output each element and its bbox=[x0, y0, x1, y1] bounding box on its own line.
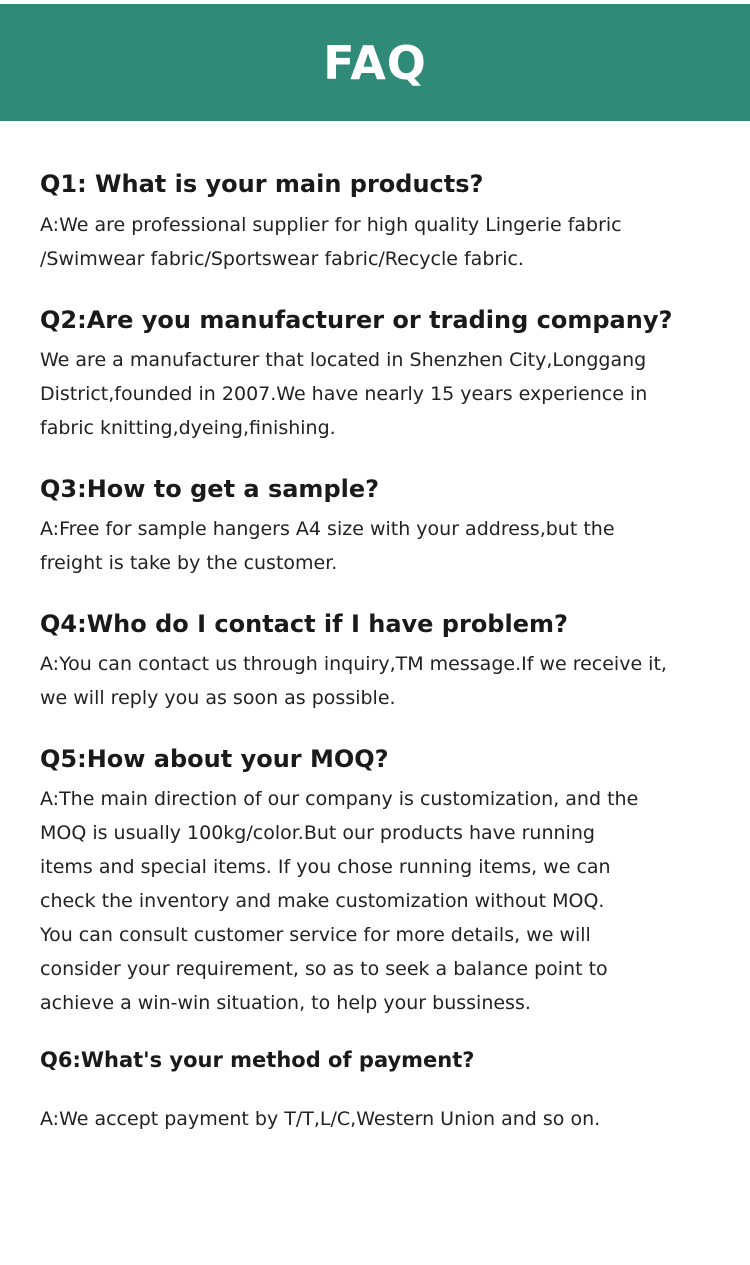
faq-answer-q1: A:We are professional supplier for high quality Lingerie fabric /Swimwear fabric/Sportswear fabric/Recycle fabric. bbox=[40, 214, 622, 270]
faq-question-q5: Q5:How about your MOQ? bbox=[40, 745, 389, 773]
faq-answer-q3: A:Free for sample hangers A4 size with your address,but the freight is take by the customer. bbox=[40, 518, 615, 574]
faq-item-q6 bbox=[40, 1040, 720, 1136]
faq-question-q1: Q1: What is your main products? bbox=[40, 170, 484, 198]
page-title: FAQ bbox=[323, 35, 427, 90]
faq-item-q5 bbox=[40, 739, 720, 1020]
faq-question-q6: Q6:What's your method of payment? bbox=[40, 1048, 475, 1072]
faq-item-q3 bbox=[40, 469, 720, 580]
faq-item-q1 bbox=[40, 164, 720, 276]
faq-question-q4: Q4:Who do I contact if I have problem? bbox=[40, 610, 568, 638]
faq-answer-q5: A:The main direction of our company is customization, and the MOQ is usually 100kg/color.But our products have running items and special items. If you chose running items, we can check the inventory and make customization without MOQ. You can consult customer service for more details, we will consider your requirement, so as to seek a balance point to achieve a win-win situation, to help your bussiness. bbox=[40, 788, 639, 1014]
faq-answer-q2: We are a manufacturer that located in Shenzhen City,Longgang District,founded in 2007.We have nearly 15 years experience in fabric knitting,dyeing,finishing. bbox=[40, 349, 648, 439]
faq-item-q4 bbox=[40, 604, 720, 715]
faq-header-banner bbox=[0, 4, 750, 121]
faq-item-q2 bbox=[40, 300, 720, 445]
faq-list bbox=[40, 164, 720, 1136]
faq-answer-q4: A:You can contact us through inquiry,TM message.If we receive it, we will reply you as soon as possible. bbox=[40, 653, 667, 709]
faq-question-q2: Q2:Are you manufacturer or trading company? bbox=[40, 306, 673, 334]
faq-answer-q6: A:We accept payment by T/T,L/C,Western Union and so on. bbox=[40, 1108, 601, 1130]
faq-question-q3: Q3:How to get a sample? bbox=[40, 475, 380, 503]
